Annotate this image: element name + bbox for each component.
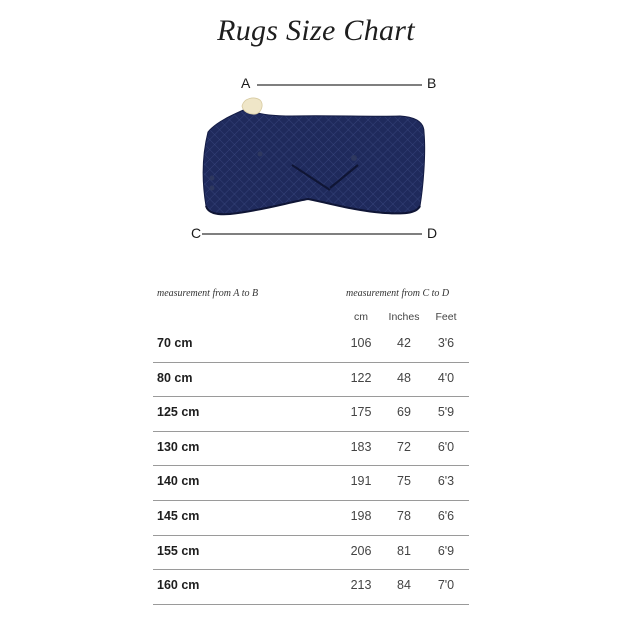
feet-cell: 4'0 <box>437 370 455 385</box>
table-row <box>153 501 469 536</box>
size-cell: 160 cm <box>157 578 200 593</box>
inches-cell: 84 <box>397 578 411 593</box>
cm-cell: 106 <box>350 336 372 350</box>
feet-cell: 5'9 <box>437 405 455 420</box>
feet-cell: 6'6 <box>437 508 455 523</box>
cm-cell: 198 <box>350 508 372 523</box>
table-row <box>153 432 469 467</box>
feet-cell: 6'9 <box>437 543 455 558</box>
cm-cell: 183 <box>350 439 372 454</box>
size-cell: 145 cm <box>157 508 200 523</box>
column-header-inches: Inches <box>388 311 420 323</box>
inches-cell: 48 <box>397 370 411 385</box>
size-cell: 80 cm <box>157 370 193 385</box>
inches-cell: 72 <box>397 439 411 454</box>
size-cell: 70 cm <box>157 336 193 350</box>
inches-cell: 75 <box>397 474 411 489</box>
table-row <box>153 536 469 571</box>
page-title: Rugs Size Chart <box>217 14 415 47</box>
table-row <box>153 570 469 605</box>
header-c-to-d: measurement from C to D <box>346 288 450 299</box>
inches-cell: 42 <box>397 336 411 350</box>
cm-cell: 175 <box>350 405 372 420</box>
table-row <box>153 466 469 501</box>
rug-illustration <box>180 70 450 250</box>
feet-cell: 6'0 <box>437 439 455 454</box>
feet-cell: 7'0 <box>437 578 455 593</box>
inches-cell: 81 <box>397 543 411 558</box>
column-header-cm: cm <box>354 311 368 323</box>
rug-body <box>203 108 424 214</box>
table-row <box>153 328 469 363</box>
inches-cell: 78 <box>397 508 411 523</box>
inches-cell: 69 <box>397 405 411 420</box>
feet-cell: 3'6 <box>437 336 455 350</box>
label-a: A <box>241 75 251 91</box>
cm-cell: 206 <box>350 543 372 558</box>
table-row <box>153 397 469 432</box>
label-c: C <box>191 225 202 241</box>
cm-cell: 213 <box>350 578 372 593</box>
cm-cell: 191 <box>350 474 372 489</box>
label-d: D <box>427 225 438 241</box>
column-header-feet: Feet <box>435 311 457 323</box>
size-cell: 155 cm <box>157 543 200 558</box>
feet-cell: 6'3 <box>437 474 455 489</box>
table-body <box>153 328 469 605</box>
header-a-to-b: measurement from A to B <box>157 288 259 299</box>
size-cell: 125 cm <box>157 405 200 420</box>
size-cell: 130 cm <box>157 439 200 454</box>
label-b: B <box>427 75 437 91</box>
table-row <box>153 363 469 398</box>
rug-diagram <box>180 70 450 250</box>
cm-cell: 122 <box>350 370 372 385</box>
size-cell: 140 cm <box>157 474 200 489</box>
